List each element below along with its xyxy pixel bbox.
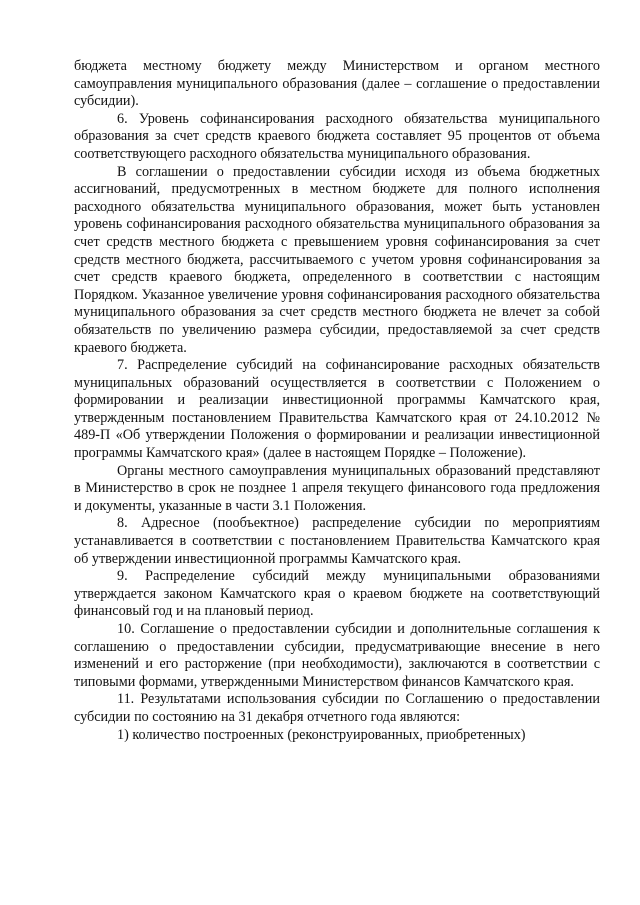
paragraph-item-6-cofinancing [74,164,600,358]
paragraph-text: 11. Результатами использования субсидии по Соглашению о предоставлении субсидии по состоянию на 31 декабря отчетного года являются: [74,691,600,725]
paragraph-item-7 [74,357,600,463]
paragraph-text: 1) количество построенных (реконструированных, приобретенных) [117,726,526,743]
paragraph-text: 7. Распределение субсидий на софинансирование расходных обязательств муниципальных образований осуществляется в соответствии с Положением о формировании и реализации инвестиционной программы Камчатского края, утвержденным постановлением Правительства Камчатского края от 24.10.2012 № 489-П «Об утверждении Положения о формировании и реализации инвестиционной программы Камчатского края» (далее в настоящем Порядке – Положение). [74,357,600,462]
paragraph-continuation [74,58,600,111]
paragraph-text: 8. Адресное (пообъектное) распределение субсидии по мероприятиям устанавливается в соответствии с постановлением Правительства Камчатского края об утверждении инвестиционной программы Камчатского края. [74,515,600,567]
paragraph-text: В соглашении о предоставлении субсидии исходя из объема бюджетных ассигнований, предусмотренных в местном бюджете для полного исполнения расходного обязательства муниципального образования, может быть установлен уровень софинансирования расходного обязательства муниципального образования за счет средств местного бюджета с превышением уровня софинансирования за счет средств местного бюджета, рассчитываемого с учетом уровня софинансирования за счет средств краевого бюджета, определенного в соответствии с настоящим Порядком. Указанное увеличение уровня софинансирования расходного обязательства муниципального образования за счет средств местного бюджета не влечет за собой обязательств по увеличению размера субсидии, предоставляемой за счет средств краевого бюджета. [74,163,600,356]
paragraph-text: бюджета местному бюджету между Министерством и органом местного самоуправления муниципального образования (далее – соглашение о предоставлении субсидии). [74,58,600,110]
paragraph-text: 6. Уровень софинансирования расходного обязательства муниципального образования за счет средств краевого бюджета составляет 95 процентов от объема соответствующего расходного обязательства муниципального образования. [74,110,600,162]
paragraph-item-8 [74,515,600,568]
paragraph-text: Органы местного самоуправления муниципальных образований представляют в Министерство в срок не позднее 1 апреля текущего финансового года предложения и документы, указанные в части 3.1 Положения. [74,462,600,514]
paragraph-text: 9. Распределение субсидий между муниципальными образованиями утверждается законом Камчатского края о краевом бюджете на соответствующий финансовый год и на плановый период. [74,568,600,620]
paragraph-item-9 [74,568,600,621]
paragraph-item-10 [74,621,600,691]
paragraph-item-11-1 [74,727,600,745]
paragraph-item-7-submission [74,463,600,516]
paragraph-item-6 [74,111,600,164]
paragraph-item-11 [74,691,600,726]
paragraph-text: 10. Соглашение о предоставлении субсидии и дополнительные соглашения к соглашению о предоставлении субсидии, предусматривающие внесение в него изменений и его расторжение (при необходимости), заключаются в соответствии с типовыми формами, утвержденными Министерством финансов Камчатского края. [74,621,600,690]
